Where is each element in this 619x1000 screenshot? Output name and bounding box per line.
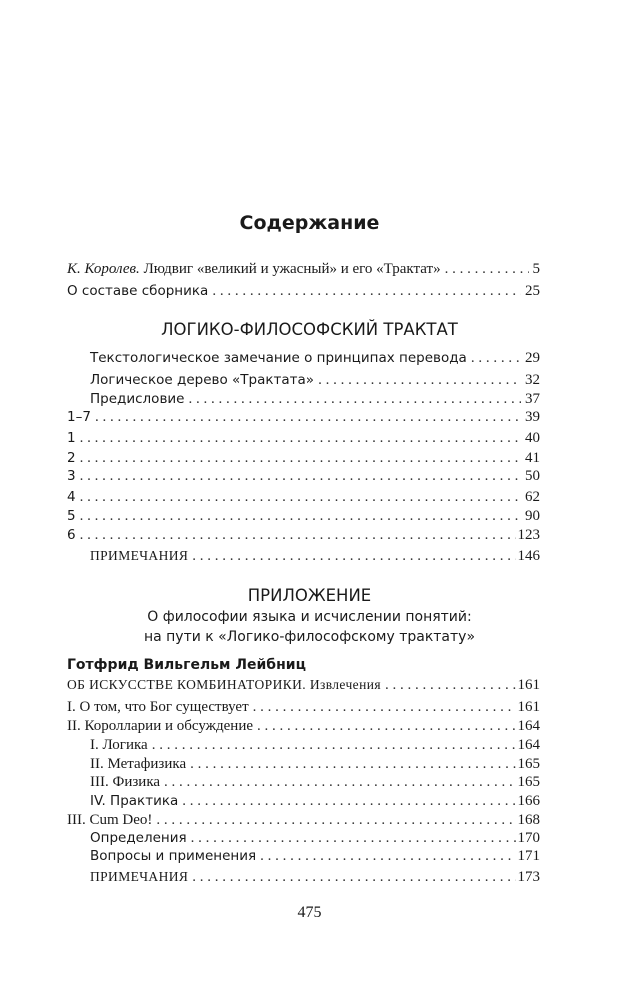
leader-dots — [95, 407, 521, 427]
toc-entry — [90, 772, 540, 792]
toc-entry — [90, 754, 540, 774]
entry-page: 173 — [517, 869, 540, 885]
entry-page: 37 — [525, 391, 540, 407]
toc-entry — [90, 791, 540, 811]
toc-entry-introduction — [67, 259, 540, 279]
entry-page: 50 — [525, 468, 540, 484]
entry-title: Логическое дерево «Трактата» — [90, 372, 315, 388]
entry-page: 146 — [517, 548, 540, 564]
entry-title: Людвиг «великий и ужасный» и его «Трактат» — [139, 261, 441, 277]
toc-entry — [90, 735, 540, 755]
appendix-subtitle-line1: О философии языка и исчислении понятий: — [147, 609, 472, 625]
leader-dots — [471, 348, 521, 368]
toc-entry — [90, 370, 540, 390]
leader-dots — [80, 466, 521, 486]
entry-page: 164 — [517, 737, 540, 753]
entry-page: 164 — [517, 718, 540, 734]
entry-page: 40 — [525, 430, 540, 446]
leader-dots — [253, 697, 516, 717]
entry-page: 32 — [525, 372, 540, 388]
entry-page: 39 — [525, 409, 540, 425]
leader-dots — [152, 735, 516, 755]
entry-title: ПРИМЕЧАНИЯ — [90, 548, 189, 563]
entry-page: 171 — [517, 848, 540, 864]
section-heading-appendix: ПРИЛОЖЕНИЕ — [247, 586, 372, 605]
leader-dots — [257, 716, 515, 736]
toc-entry-notes — [90, 867, 540, 887]
toc-entry — [67, 407, 540, 427]
toc-entry — [67, 675, 540, 695]
entry-title: 1 — [67, 430, 76, 446]
entry-page: 165 — [517, 756, 540, 772]
leader-dots — [385, 675, 516, 695]
leader-dots — [80, 428, 521, 448]
toc-entry — [67, 506, 540, 526]
entry-page: 25 — [525, 283, 540, 299]
entry-page: 161 — [517, 699, 540, 715]
entry-page: 161 — [517, 677, 540, 693]
entry-title: Предисловие — [90, 391, 185, 407]
entry-title: II. Метафизика — [90, 756, 187, 772]
leader-dots — [164, 772, 515, 792]
entry-page: 170 — [517, 830, 540, 846]
toc-entry — [90, 846, 540, 866]
section-heading-tractatus: ЛОГИКО-ФИЛОСОФСКИЙ ТРАКТАТ — [161, 320, 458, 339]
toc-entry — [67, 716, 540, 736]
entry-page: 5 — [532, 261, 540, 277]
leader-dots — [80, 506, 521, 526]
entry-title: ОБ ИСКУССТВЕ КОМБИНАТОРИКИ. Извлечения — [67, 677, 381, 692]
toc-entry — [67, 428, 540, 448]
leader-dots — [190, 754, 515, 774]
leader-dots — [212, 281, 521, 301]
page-number: 475 — [297, 904, 322, 921]
entry-title: 5 — [67, 508, 76, 524]
entry-page: 41 — [525, 450, 540, 466]
toc-entry — [90, 389, 540, 409]
entry-page: 90 — [525, 508, 540, 524]
entry-title: 1–7 — [67, 409, 91, 425]
leader-dots — [260, 846, 515, 866]
leader-dots — [80, 487, 521, 507]
toc-title: Содержание — [239, 212, 380, 234]
entry-page: 166 — [517, 793, 540, 809]
leader-dots — [192, 546, 515, 566]
leader-dots — [156, 810, 515, 830]
toc-entry — [67, 487, 540, 507]
entry-title: II. Королларии и обсуждение — [67, 718, 254, 734]
toc-entry — [67, 466, 540, 486]
entry-title: 3 — [67, 468, 76, 484]
entry-page: 62 — [525, 489, 540, 505]
toc-entry — [67, 810, 540, 830]
entry-author: К. Королев. — [67, 261, 140, 277]
entry-title: Текстологическое замечание о принципах перевода — [90, 350, 467, 366]
toc-entry — [90, 828, 540, 848]
entry-title: I. Логика — [90, 737, 148, 753]
entry-title: I. О том, что Бог существует — [67, 699, 249, 715]
leader-dots — [182, 791, 515, 811]
entry-page: 165 — [517, 774, 540, 790]
entry-title: IV. Практика — [90, 793, 179, 809]
leader-dots — [191, 828, 516, 848]
leader-dots — [80, 525, 516, 545]
entry-page: 168 — [517, 812, 540, 828]
entry-title: 4 — [67, 489, 76, 505]
entry-page: 123 — [517, 527, 540, 543]
entry-title: О составе сборника — [67, 283, 209, 299]
toc-entry — [90, 348, 540, 368]
toc-entry-notes — [90, 546, 540, 566]
entry-title: 2 — [67, 450, 76, 466]
appendix-subtitle-line2: на пути к «Логико-философскому трактату» — [143, 629, 476, 645]
leader-dots — [192, 867, 515, 887]
toc-entry — [67, 697, 540, 717]
entry-title: III. Cum Deo! — [67, 812, 153, 828]
toc-entry-composition — [67, 281, 540, 301]
toc-entry — [67, 448, 540, 468]
leader-dots — [188, 389, 521, 409]
entry-page: 29 — [525, 350, 540, 366]
toc-entry — [67, 525, 540, 545]
entry-title: III. Физика — [90, 774, 161, 790]
leader-dots — [80, 448, 521, 468]
leader-dots — [445, 259, 529, 279]
entry-title: ПРИМЕЧАНИЯ — [90, 869, 189, 884]
entry-title: Определения — [90, 830, 187, 846]
leader-dots — [318, 370, 521, 390]
entry-title: 6 — [67, 527, 76, 543]
entry-title: Вопросы и применения — [90, 848, 257, 864]
appendix-author: Готфрид Вильгельм Лейбниц — [67, 657, 306, 673]
